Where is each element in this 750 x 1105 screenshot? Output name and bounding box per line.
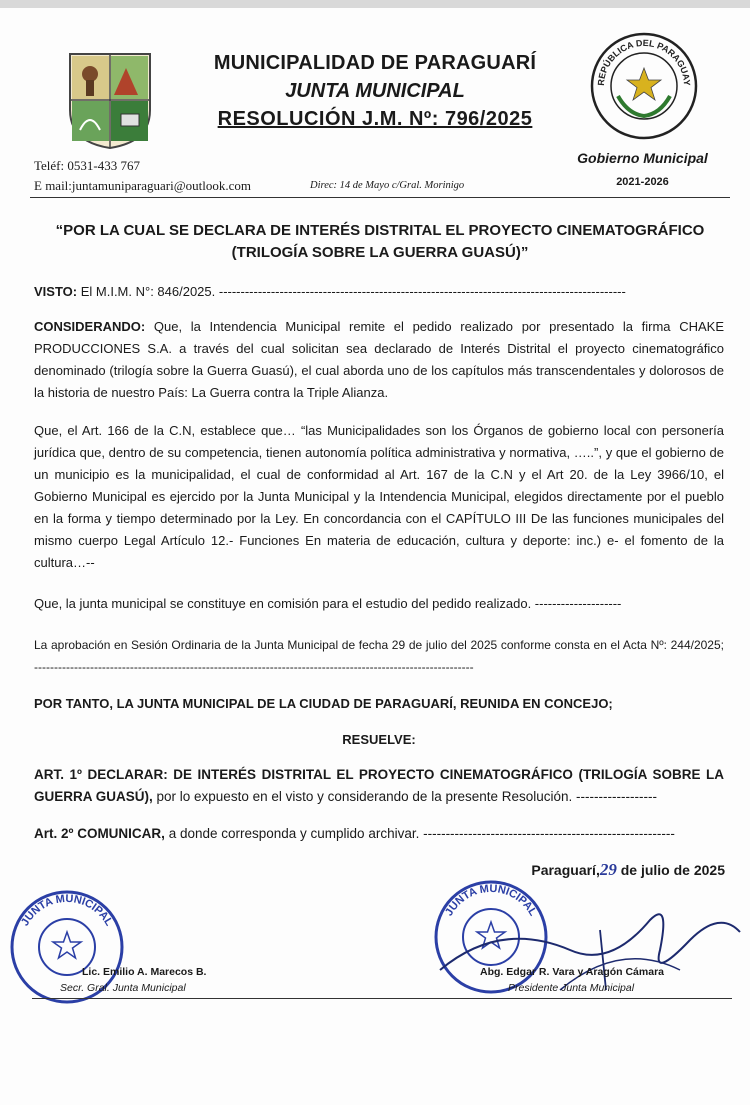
date-day: 29 (599, 860, 617, 879)
que-paragraph-2: Que, la junta municipal se constituye en comisión para el estudio del pedido realizado. -------------------- (34, 596, 622, 611)
president-name: Abg. Edgar R. Vara y Aragón Cámara (480, 966, 665, 978)
aprobacion-paragraph: La aprobación en Sesión Ordinaria de la Junta Municipal de fecha 29 de julio del 2025 conforme consta en el Acta Nº: 244/2025; -------------------------------------------------------------------------------------------------------------- (34, 638, 724, 674)
visto-label: VISTO: (34, 284, 78, 299)
council-name: JUNTA MUNICIPAL (285, 80, 465, 102)
considerando-label: CONSIDERANDO: (34, 319, 146, 334)
date-suffix: de julio de 2025 (616, 862, 725, 878)
secretary-role: Secr. Gral. Junta Municipal (60, 982, 186, 994)
signing-date (480, 860, 725, 880)
municipal-crest-logo (66, 50, 154, 150)
top-border (0, 0, 750, 8)
resuelve-heading: RESUELVE: (342, 732, 416, 747)
article-2-text: a donde corresponda y cumplido archivar. -------------------------------------------------------- (164, 826, 675, 841)
considerando-paragraph (34, 316, 724, 404)
visto-paragraph (34, 281, 724, 303)
president-role: Presidente Junta Municipal (508, 982, 635, 994)
government-label: Gobierno Municipal (577, 150, 708, 166)
signature-line (32, 998, 732, 999)
government-term: 2021-2026 (616, 176, 669, 188)
header-divider (30, 197, 730, 198)
svg-text:REPÚBLICA DEL PARAGUAY: REPÚBLICA DEL PARAGUAY (595, 37, 693, 87)
secretary-name: Lic. Emilio A. Marecos B. (82, 966, 207, 978)
date-prefix: Paraguarí, (531, 862, 600, 878)
resolution-title (30, 220, 730, 264)
article-1 (34, 764, 724, 808)
svg-text:JUNTA MUNICIPAL: JUNTA MUNICIPAL (19, 892, 115, 929)
article-2-label: Art. 2º COMUNICAR, (34, 826, 165, 841)
considerando-text: Que, la Intendencia Municipal remite el pedido realizado por presentado la firma CHAKE PRODUCCIONES S.A. a través del cual solicitan sea declarado de Interés Distrital el proyecto cinematográfico denominado (trilogía sobre la Guerra Guasú), el cual aborda uno de los capítulos más transcendentales y dolorosos de la historia de nuestro País: La Guerra contra la Triple Alianza. (34, 319, 724, 400)
resolution-number: RESOLUCIÓN J.M. Nº: 796/2025 (217, 108, 533, 130)
article-1-text: por lo expuesto en el visto y considerando de la presente Resolución. ------------------ (152, 789, 657, 804)
svg-text:JUNTA MUNICIPAL: JUNTA MUNICIPAL (443, 882, 539, 919)
article-1-label: ART. 1º DECLARAR: DE INTERÉS DISTRITAL EL PROYECTO CINEMATOGRÁFICO (TRILOGÍA SOBRE LA GUERRA GUASÚ), (34, 767, 724, 804)
visto-text: El M.I.M. N°: 846/2025. ---------------------------------------------------------------------------------------------- (77, 284, 626, 299)
title-line-1: “POR LA CUAL SE DECLARA DE INTERÉS DISTRITAL EL PROYECTO CINEMATOGRÁFICO (55, 222, 705, 239)
municipality-name: MUNICIPALIDAD DE PARAGUARÍ (213, 52, 537, 74)
que-paragraph-1: Que, el Art. 166 de la C.N, establece que… “las Municipalidades son los Órganos de gobierno local con personería jurídica que, dentro de su competencia, tienen autonomía política administrativa y normativa, …..”, y que el gobierno de un municipio es la municipalidad, el cual de conformidad al Art. 167 de la C.N y el Art 20. de la Ley 3966/10, el Gobierno Municipal es ejercido por la Junta Municipal y la Intendencia Municipal, elegidos directamente por el pueblo en la forma y tiempo determinado por la Ley. En concordancia con el CAPÍTULO III De las funciones municipales del mismo cuerpo Legal Artículo 12.- Funciones En materia de educación, cultura y deporte: inc.) e- el fomento de la cultura…-- (34, 423, 724, 570)
email-address: E mail:juntamuniparaguari@outlook.com (34, 178, 252, 193)
title-line-2: (TRILOGÍA SOBRE LA GUERRA GUASÚ)” (231, 244, 529, 261)
national-seal-logo (588, 30, 700, 142)
address: Direc: 14 de Mayo c/Gral. Morinigo (310, 180, 465, 191)
article-2 (34, 823, 724, 845)
phone-number: Teléf: 0531-433 767 (34, 158, 140, 173)
por-tanto-paragraph: POR TANTO, LA JUNTA MUNICIPAL DE LA CIUDAD DE PARAGUARÍ, REUNIDA EN CONCEJO; (34, 696, 613, 711)
